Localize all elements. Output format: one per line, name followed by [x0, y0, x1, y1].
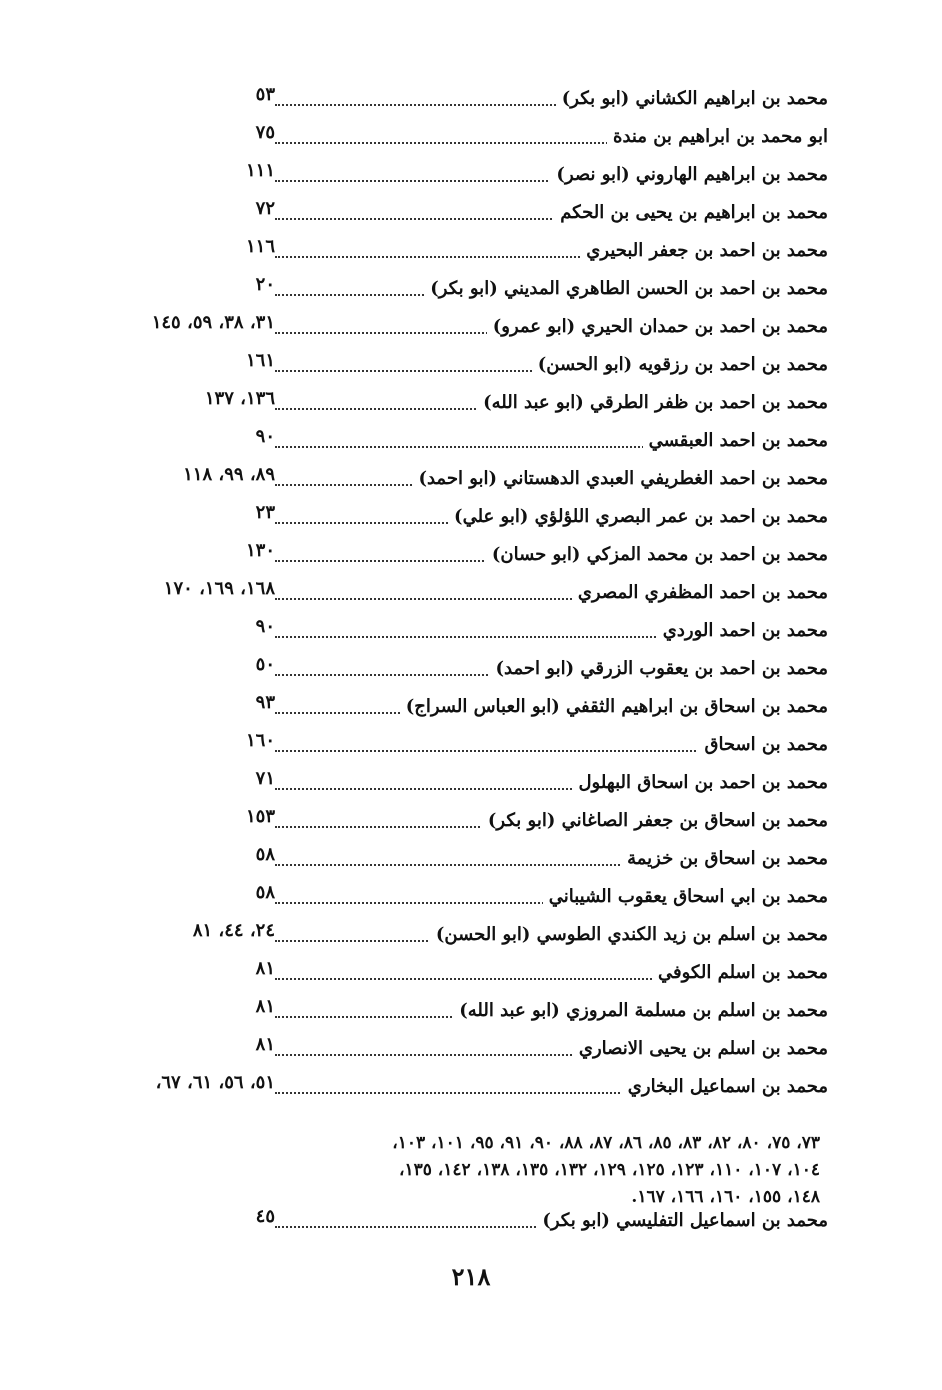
index-entry	[100, 274, 828, 312]
entry-name: محمد بن اسحاق بن جعفر الصاغاني (ابو بكر)	[482, 810, 828, 831]
entry-name: محمد بن اسحاق	[698, 734, 828, 755]
entry-pages: ٥٣	[255, 84, 275, 105]
entry-pages: ١٦١	[245, 350, 275, 371]
entry-name: محمد بن احمد بن ظفر الطرقي (ابو عبد الله)	[477, 392, 828, 413]
index-entry	[100, 958, 828, 996]
entry-name: محمد بن اسلم الكوفي	[652, 962, 828, 983]
index-entry	[100, 426, 828, 464]
entry-name: محمد بن احمد بن الحسن الطاهري المديني (ابو بكر)	[424, 278, 828, 299]
entry-name: محمد بن اسلم بن مسلمة المروزي (ابو عبد الله)	[453, 1000, 828, 1021]
entry-name: محمد بن ابراهيم الكشاني (ابو بكر)	[556, 88, 828, 109]
continuation-line: ١٠٤، ١٠٧، ١١٠، ١٢٣، ١٢٥، ١٢٩، ١٣٢، ١٣٥، ١٣٨، ١٤٢، ١٣٥،	[398, 1160, 820, 1180]
index-entry	[100, 388, 828, 426]
entry-name: محمد بن احمد بن محمد المزكي (ابو حسان)	[486, 544, 828, 565]
entry-name: محمد بن ابراهيم بن يحيى بن الحكم	[554, 202, 828, 223]
index-entry	[100, 882, 828, 920]
index-entry	[100, 464, 828, 502]
page-number: ٢١٨	[451, 1262, 491, 1291]
entry-pages: ٧٥	[255, 122, 275, 143]
entry-name: محمد بن اسماعيل التفليسي (ابو بكر)	[536, 1210, 828, 1231]
entry-pages: ١٦٠	[245, 730, 275, 751]
continuation-pages	[110, 1130, 820, 1211]
entry-pages: ٢٣	[255, 502, 275, 523]
entry-name: محمد بن احمد بن يعقوب الزرقي (ابو احمد)	[490, 658, 828, 679]
index-entry	[100, 692, 828, 730]
index-entry	[100, 1034, 828, 1072]
entry-pages: ١١١	[245, 160, 275, 181]
entry-pages: ٥٨	[255, 882, 275, 903]
index-entry	[100, 654, 828, 692]
index-entry	[100, 996, 828, 1034]
entry-name: محمد بن احمد المظفري المصري	[572, 582, 828, 603]
entry-pages: ٣١، ٣٨، ٥٩، ١٤٥	[151, 312, 275, 333]
index-entry	[100, 920, 828, 958]
index-entry	[100, 236, 828, 274]
entry-name: محمد بن ابي اسحاق يعقوب الشيباني	[543, 886, 828, 907]
entry-pages: ٥١، ٥٦، ٦١، ٦٧،	[155, 1072, 275, 1093]
entry-pages: ٨٩، ٩٩، ١١٨	[183, 464, 275, 485]
entry-name: محمد بن احمد بن اسحاق البهلول	[572, 772, 828, 793]
index-entry	[100, 160, 828, 198]
entry-name: محمد بن اسلم بن يحيى الانصاري	[573, 1038, 828, 1059]
entry-name: محمد بن احمد بن حمدان الحيري (ابو عمرو)	[487, 316, 828, 337]
entry-pages: ٩٣	[255, 692, 275, 713]
index-entries	[100, 84, 828, 1110]
continuation-line: ١٤٨، ١٥٥، ١٦٠، ١٦٦، ١٦٧.	[631, 1187, 820, 1207]
index-entry	[100, 1206, 828, 1244]
entry-name: محمد بن اسماعيل البخاري	[622, 1076, 828, 1097]
continuation-line: ٧٣، ٧٥، ٨٠، ٨٢، ٨٣، ٨٥، ٨٦، ٨٧، ٨٨، ٩٠، ٩١، ٩٥، ١٠١، ١٠٣،	[392, 1133, 820, 1153]
entry-pages: ٧٢	[255, 198, 275, 219]
entry-name: محمد بن احمد الغطريفي العبدي الدهستاني (ابو احمد)	[412, 468, 828, 489]
entry-pages: ٢٠	[255, 274, 275, 295]
index-entry	[100, 84, 828, 122]
index-entry	[100, 502, 828, 540]
index-entry	[100, 768, 828, 806]
entry-pages: ١٦٨، ١٦٩، ١٧٠	[163, 578, 275, 599]
entry-name: محمد بن احمد بن عمر البصري اللؤلؤي (ابو علي)	[448, 506, 828, 527]
entry-pages: ٩٠	[255, 426, 275, 447]
entry-name: محمد بن احمد الوردي	[657, 620, 828, 641]
entry-pages: ٥٠	[255, 654, 275, 675]
entry-pages: ٢٤، ٤٤، ٨١	[192, 920, 275, 941]
entry-pages: ١٣٠	[245, 540, 275, 561]
entry-name: محمد بن احمد العبقسي	[643, 430, 828, 451]
entry-name: محمد بن اسلم بن زيد الكندي الطوسي (ابو الحسن)	[430, 924, 828, 945]
entry-pages: ١٥٣	[245, 806, 275, 827]
index-entry	[100, 540, 828, 578]
entry-name: محمد بن احمد بن رزقويه (ابو الحسن)	[532, 354, 828, 375]
index-entry	[100, 1072, 828, 1110]
entry-pages: ١٣٦، ١٣٧	[204, 388, 275, 409]
index-entry	[100, 350, 828, 388]
entry-pages: ٩٠	[255, 616, 275, 637]
entry-name: محمد بن احمد بن جعفر البحيري	[580, 240, 828, 261]
index-entry	[100, 616, 828, 654]
last-entry-wrap	[100, 1206, 828, 1244]
entry-pages: ٨١	[255, 1034, 275, 1055]
entry-name: محمد بن ابراهيم الهاروني (ابو نصر)	[550, 164, 828, 185]
entry-pages: ١١٦	[245, 236, 275, 257]
index-entry	[100, 198, 828, 236]
index-entry	[100, 578, 828, 616]
index-entry	[100, 730, 828, 768]
entry-name: ابو محمد بن ابراهيم بن مندة	[607, 126, 828, 147]
entry-pages: ٨١	[255, 958, 275, 979]
index-entry	[100, 122, 828, 160]
entry-name: محمد بن اسحاق بن ابراهيم الثقفي (ابو العباس السراج)	[400, 696, 828, 717]
entry-pages: ٤٥	[255, 1206, 275, 1227]
entry-pages: ٥٨	[255, 844, 275, 865]
entry-pages: ٧١	[255, 768, 275, 789]
entry-name: محمد بن اسحاق بن خزيمة	[621, 848, 828, 869]
index-entry	[100, 844, 828, 882]
index-entry	[100, 806, 828, 844]
entry-pages: ٨١	[255, 996, 275, 1017]
index-entry	[100, 312, 828, 350]
